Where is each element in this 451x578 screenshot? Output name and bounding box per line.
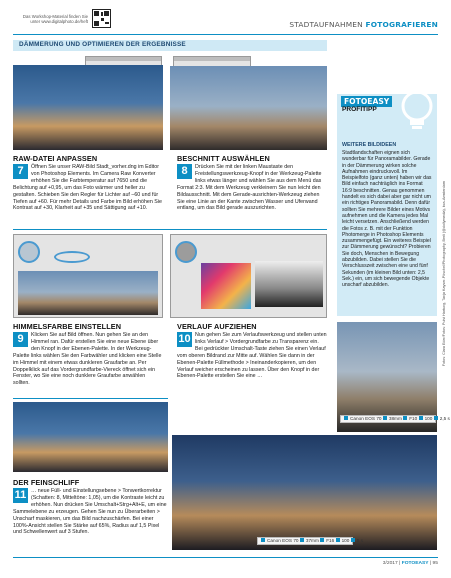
row-divider	[13, 398, 168, 399]
section-band: DÄMMERUNG UND OPTIMIEREN DER ERGEBNISSE	[13, 40, 327, 51]
step11-photo	[13, 402, 168, 472]
step9-text: 9 Klicken Sie auf Bild öffnen. Nun gehen Sie an den Himmel ran. Dafür erstellen Sie eine neue Ebene über den Knopf in der Ebenen-Palette. In der Werkzeug-Palette links wählen Sie den Farbwähler und klicken eine Stelle im Himmel mit einem etwas dunkleren Graufarbe an. Per Doppelklick auf das Vordergrundfarbe-Viereck öffnet sich ein Fenster, wo Sie eine noch dunklere Graufarbe anwählen sollten.	[13, 332, 162, 387]
step11-heading: DER FEINSCHLIFF	[13, 478, 80, 487]
step7-photo	[13, 65, 163, 150]
profi-tip-title: WEITERE BILDIDEEN	[342, 142, 397, 148]
step7-text: 7 Öffnen Sie unser RAW-Bild Stadt_vorher.dng im Editor von Photoshop Elements. Im Camera Raw Konverter erhöhen Sie die Farbtemperatur auf 7650 und die Belichtung auf +0,95, um das Foto wärmer und heller zu gestalten. Schieben Sie den Regler für Lichter auf –60 und für Tiefen auf +60. Für mehr Details und Farbe im Bild erhöhen Sie Kontrast auf +30, Klarheit auf +35 und Sättigung auf +10.	[13, 164, 162, 212]
step8-photo	[170, 66, 327, 150]
header-divider	[13, 34, 438, 35]
row-divider	[13, 229, 327, 230]
step7-heading: RAW-DATEI ANPASSEN	[13, 154, 98, 163]
color-picker-panel	[13, 234, 163, 318]
qr-code-icon	[92, 9, 111, 28]
step10-text: 10 Nun gehen Sie zum Verlaufswerkzeug und stellen unten links Verlauf > Vordergrundfarbe zu Transparenz ein. Bei gedrückter Umschalt-Taste ziehen Sie einen Verlauf vom oberen Bildrand zur Mitte auf. Wählen Sie dann in der Ebenen-Palette Füllmethode > Ineinanderkopieren, um den Verlauf weicher erscheinen zu lassen. Über den Knopf in der Ebenen-Palette erstellen Sie eine …	[177, 332, 327, 380]
step8-heading: BESCHNITT AUSWÄHLEN	[177, 154, 270, 163]
step8-text: 8 Drücken Sie mit der linken Maustaste den Freistellungswerkzeug-Knopf in der Werkzeug-Palette links etwas länger und wählen Sie aus dem Menü das Format 2:3. Mit dem Werkzeug verkleinern Sie nun leicht den Bildausschnitt. Mit dem Gerade-ausrichten-Werkzeug ziehen Sie eine Linie an der Kante zwischen Wasser und Uferwand entlang, um das Bild gerade auszurichten.	[177, 164, 322, 212]
city-night-photo	[172, 435, 437, 550]
profi-tip-label: PROFITIPP	[342, 106, 377, 113]
profi-tip-text: Stadtlandschaften eignen sich wunderbar für Panoramabilder. Gerade in der Dämmerung wirken solche Aufnahmen eindrucksvoll. Im Beispielfoto (ganz unten) haben wir das Bild einfach nachträglich ins Format 16:9 beschnitten. Genau genommen handelt es sich dabei aber gar nicht um ein richtiges Panoramabild. Denn dafür sollten Sie mehrere Bilder eines Motivs aufnehmen und die Kamera jedes Mal leicht versetzen. Anschließend werden die Fotos z. B. mit der Funktion Photomerge in Photoshop Elements zusammengefügt. Ein weiteres Beispiel zur Dämmerung gewünscht? Probieren Sie doch, Menschen in Bewegung abzubilden. Dabei stellen Sie die Verschlusszeit zwischen eine und fünf Sekunden (im kleinen Bild unten: 2,5 Sek.) ein, um sich bewegende Objekte unscharf abzubilden.	[342, 150, 432, 289]
profi-tip-header	[337, 94, 437, 114]
fotoeasy-logo: FOTOEASY	[341, 96, 392, 107]
section-title: STADTAUFNAHMEN FOTOGRAFIEREN	[289, 20, 438, 29]
step9-heading: HIMMELSFARBE EINSTELLEN	[13, 322, 122, 331]
footer-divider	[13, 557, 438, 558]
gradient-panel	[170, 234, 327, 318]
step11-text: 11 … neue Füll- und Einstellungsebene > Tonwertkorrektur (Schatten: 8, Mitteltöne: 1,05), um die Kontraste leicht zu erhöhen. Nun drücken Sie Umschalt+Strg+Alt+E, um eine Sammelebene zu erzeugen. Gehen Sie nun zu Überarbeiten > Unscharf maskieren, um das Bild nachzuschärfen. Bei einer 100%-Ansicht stellen Sie Stärke auf 65%, Radius auf 1,5 Pixel und Schwellenwert auf 3 Stufen.	[13, 488, 167, 536]
step10-heading: VERLAUF AUFZIEHEN	[177, 322, 257, 331]
lightbulb-icon	[397, 88, 437, 136]
small-photo-caption: Canon EOS 70 38mm F10 100 2,5 s	[340, 415, 436, 423]
workshop-material-note: Das Workshop-Material finden Sie unter www.digitalphoto.de/heft	[22, 14, 88, 25]
large-photo-caption: Canon EOS 70 37mm F16 100 5 s	[257, 537, 353, 545]
page-footer: 3/2017 | FOTOEASY | 95	[382, 561, 438, 566]
photo-credits: Fotos: Clara Eder/Fotos: Pulvi Hartung, Tanja Kayser-Pöschel/Photography, Berli (@dollymedia), bus-Amsterdam	[441, 181, 446, 367]
